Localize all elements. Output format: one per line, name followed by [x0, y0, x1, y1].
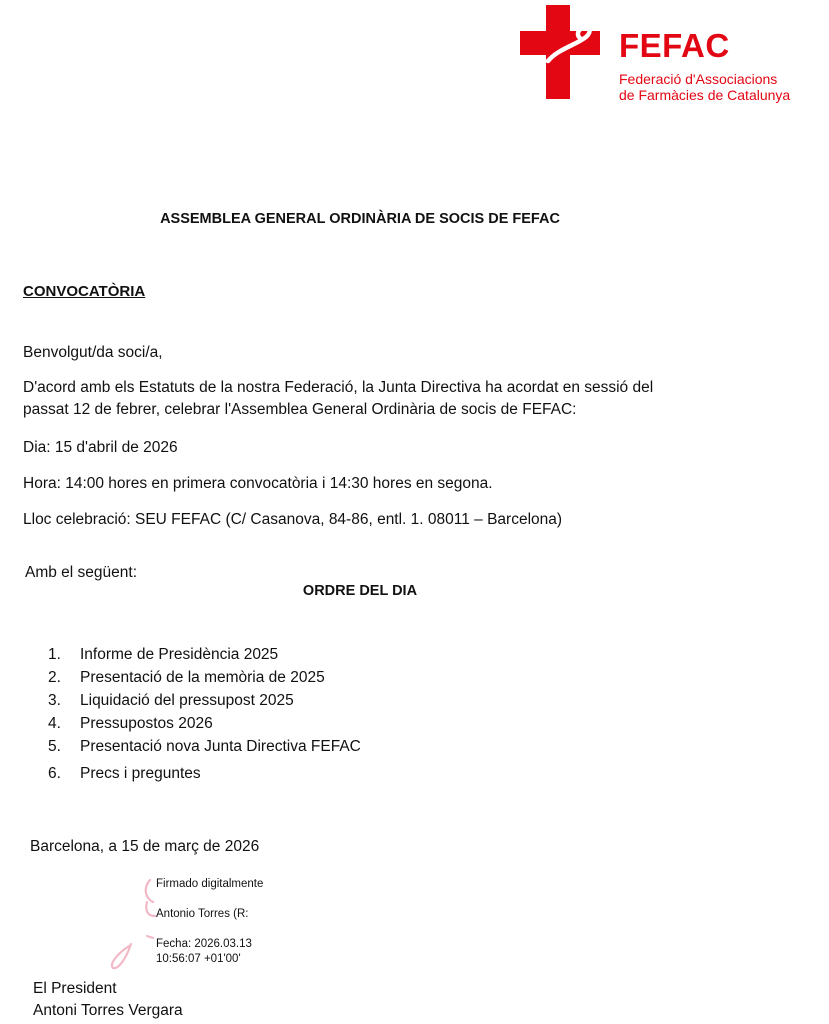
- agenda-item-number: 6.: [48, 765, 61, 782]
- agenda-item: [48, 713, 361, 736]
- agenda-item-number: 2.: [48, 669, 61, 686]
- agenda-item: [48, 667, 361, 690]
- signer-name: Antoni Torres Vergara: [33, 1002, 183, 1019]
- agenda-lead: Amb el següent:: [25, 564, 138, 581]
- agenda-item-number: 3.: [48, 692, 61, 709]
- logo-title: FEFAC: [619, 27, 730, 64]
- agenda-item-text: Presentació nova Junta Directiva FEFAC: [80, 738, 361, 755]
- agenda-item-number: 5.: [48, 738, 61, 755]
- agenda-item: [48, 736, 361, 759]
- logo-subtitle-line-1: Federació d'Associacions: [619, 71, 778, 87]
- agenda-title: ORDRE DEL DIA: [302, 583, 418, 599]
- logo-subtitle-line-2: de Farmàcies de Catalunya: [619, 87, 791, 103]
- document-title: ASSEMBLEA GENERAL ORDINÀRIA DE SOCIS DE FEFAC: [160, 211, 560, 227]
- agenda-item: [48, 763, 361, 786]
- section-heading: CONVOCATÒRIA: [23, 283, 146, 300]
- greeting: Benvolgut/da soci/a,: [23, 344, 163, 361]
- agenda-item-text: Pressupostos 2026: [80, 715, 213, 732]
- meeting-place: Lloc celebració: SEU FEFAC (C/ Casanova, 84-86, entl. 1. 08011 – Barcelona): [23, 511, 563, 528]
- logo-subtitle: [619, 71, 790, 103]
- signer-role: El President: [33, 980, 117, 997]
- signing-place-date: Barcelona, a 15 de març de 2026: [30, 838, 260, 855]
- agenda-item: [48, 644, 361, 667]
- agenda-item-text: Informe de Presidència 2025: [80, 646, 279, 663]
- agenda-item-number: 1.: [48, 646, 61, 663]
- agenda-item-text: Presentació de la memòria de 2025: [80, 669, 325, 686]
- signature-line: 10:56:07 +01'00': [156, 953, 241, 965]
- signature-line: Fecha: 2026.03.13: [156, 938, 252, 950]
- agenda-item: [48, 690, 361, 713]
- meeting-hour: Hora: 14:00 hores en primera convocatòria i 14:30 hores en segona.: [23, 475, 493, 492]
- signature-scribble-icon: [103, 876, 163, 972]
- fefac-logo-icon: [520, 5, 602, 99]
- agenda-item-text: Precs i preguntes: [80, 765, 201, 782]
- meeting-day: Dia: 15 d'abril de 2026: [23, 439, 178, 456]
- signature-line: Firmado digitalmente: [156, 878, 264, 890]
- agenda-item-text: Liquidació del pressupost 2025: [80, 692, 294, 709]
- signature-line: Antonio Torres (R:: [156, 908, 249, 920]
- agenda-list: [48, 644, 361, 786]
- agenda-item-number: 4.: [48, 715, 61, 732]
- intro-paragraph: D'acord amb els Estatuts de la nostra Federació, la Junta Directiva ha acordat en sessió del passat 12 de febrer, celebrar l'Assemblea General Ordinària de socis de FEFAC:: [23, 379, 654, 418]
